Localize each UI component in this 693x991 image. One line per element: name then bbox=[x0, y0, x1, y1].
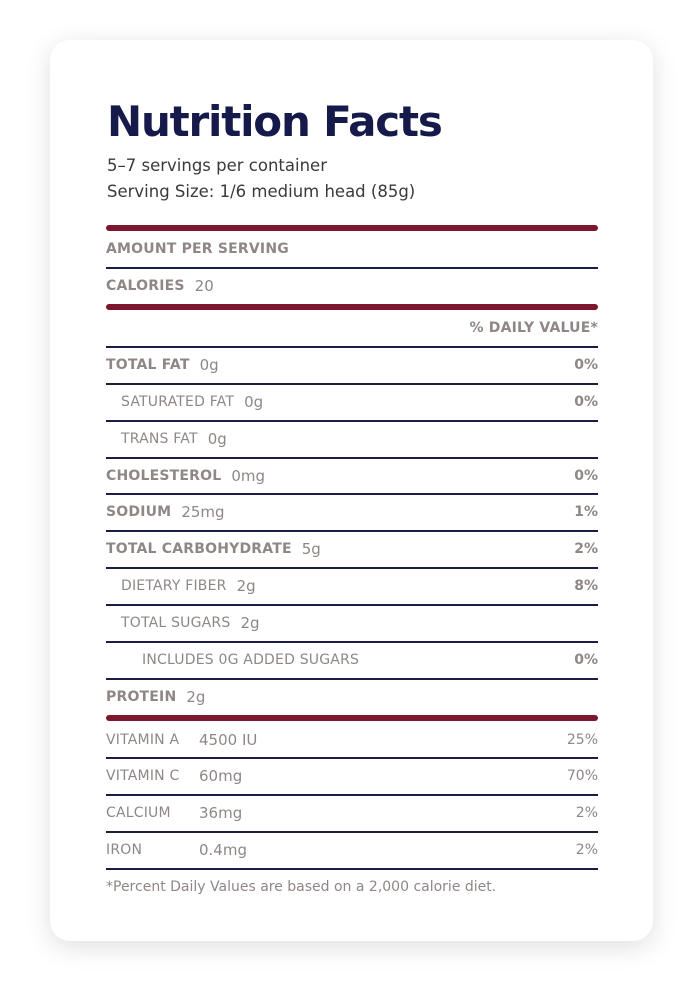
nutrient-daily-value: 2% bbox=[574, 541, 598, 557]
nutrient-row-trans-fat bbox=[106, 430, 598, 448]
nutrient-row-total-carbohydrate bbox=[106, 540, 598, 558]
calories-label: CALORIES bbox=[106, 278, 185, 294]
nutrient-row-total-sugars bbox=[106, 614, 598, 632]
nutrient-amount: 2g bbox=[236, 577, 256, 595]
divider bbox=[106, 267, 598, 269]
nutrient-row-saturated-fat bbox=[106, 393, 598, 411]
vitamin-name: CALCIUM bbox=[106, 805, 171, 821]
divider bbox=[106, 641, 598, 643]
divider bbox=[106, 346, 598, 348]
vitamin-row-calcium bbox=[106, 804, 598, 822]
nutrient-name: TRANS FAT bbox=[121, 431, 198, 447]
nutrient-name: TOTAL CARBOHYDRATE bbox=[106, 541, 292, 557]
daily-value-header: % DAILY VALUE* bbox=[469, 320, 598, 336]
vitamin-daily-value: 2% bbox=[575, 805, 598, 821]
nutrient-row-cholesterol bbox=[106, 467, 598, 485]
thick-divider bbox=[106, 715, 598, 721]
serving-size: Serving Size: 1/6 medium head (85g) bbox=[107, 182, 416, 201]
nutrient-amount: 2g bbox=[240, 614, 260, 632]
vitamin-daily-value: 25% bbox=[566, 732, 598, 748]
divider bbox=[106, 530, 598, 532]
nutrient-daily-value: 0% bbox=[574, 652, 598, 668]
divider bbox=[106, 757, 598, 759]
nutrient-amount: 0g bbox=[207, 430, 227, 448]
vitamin-name: VITAMIN C bbox=[106, 768, 180, 784]
vitamin-row-iron bbox=[106, 841, 598, 859]
nutrient-name: TOTAL SUGARS bbox=[121, 615, 231, 631]
nutrient-row-sodium bbox=[106, 503, 598, 521]
vitamin-amount: 36mg bbox=[199, 804, 243, 822]
nutrient-amount: 5g bbox=[301, 540, 321, 558]
divider bbox=[106, 383, 598, 385]
footnote: *Percent Daily Values are based on a 2,000 calorie diet. bbox=[106, 879, 497, 895]
vitamin-row-vitamin-a bbox=[106, 731, 598, 749]
nutrient-name: DIETARY FIBER bbox=[121, 578, 227, 594]
divider bbox=[106, 567, 598, 569]
nutrient-name: SODIUM bbox=[106, 504, 172, 520]
vitamin-name: IRON bbox=[106, 842, 143, 858]
nutrient-daily-value: 0% bbox=[574, 357, 598, 373]
nutrient-name: TOTAL FAT bbox=[106, 357, 190, 373]
divider bbox=[106, 420, 598, 422]
nutrient-row-total-fat bbox=[106, 356, 598, 374]
vitamin-row-vitamin-c bbox=[106, 767, 598, 785]
nutrient-daily-value: 8% bbox=[574, 578, 598, 594]
divider bbox=[106, 831, 598, 833]
thick-divider bbox=[106, 225, 598, 231]
calories-value: 20 bbox=[194, 277, 214, 295]
label-title: Nutrition Facts bbox=[107, 97, 442, 146]
divider bbox=[106, 493, 598, 495]
vitamin-daily-value: 2% bbox=[575, 842, 598, 858]
divider bbox=[106, 794, 598, 796]
thick-divider bbox=[106, 304, 598, 310]
nutrient-amount: 0mg bbox=[231, 467, 266, 485]
nutrient-daily-value: 0% bbox=[574, 394, 598, 410]
divider bbox=[106, 457, 598, 459]
nutrient-name: SATURATED FAT bbox=[121, 394, 235, 410]
divider bbox=[106, 604, 598, 606]
nutrient-name: INCLUDES 0G ADDED SUGARS bbox=[142, 652, 360, 668]
calories-row bbox=[106, 277, 598, 295]
nutrient-daily-value: 0% bbox=[574, 468, 598, 484]
servings-per-container: 5–7 servings per container bbox=[107, 156, 327, 175]
amount-per-serving-heading: AMOUNT PER SERVING bbox=[106, 241, 289, 257]
nutrient-amount: 25mg bbox=[181, 503, 225, 521]
vitamin-amount: 60mg bbox=[199, 767, 243, 785]
vitamin-daily-value: 70% bbox=[566, 768, 598, 784]
nutrient-row-dietary-fiber bbox=[106, 577, 598, 595]
nutrient-name: PROTEIN bbox=[106, 689, 177, 705]
vitamin-amount: 4500 IU bbox=[199, 731, 258, 749]
divider bbox=[106, 868, 598, 870]
nutrient-daily-value: 1% bbox=[574, 504, 598, 520]
vitamin-amount: 0.4mg bbox=[199, 841, 247, 859]
divider bbox=[106, 678, 598, 680]
nutrient-amount: 0g bbox=[244, 393, 264, 411]
nutrient-row-protein bbox=[106, 688, 598, 706]
vitamin-name: VITAMIN A bbox=[106, 732, 180, 748]
nutrient-name: CHOLESTEROL bbox=[106, 468, 222, 484]
nutrient-row-added-sugars bbox=[106, 651, 598, 669]
nutrient-amount: 0g bbox=[199, 356, 219, 374]
nutrient-amount: 2g bbox=[186, 688, 206, 706]
